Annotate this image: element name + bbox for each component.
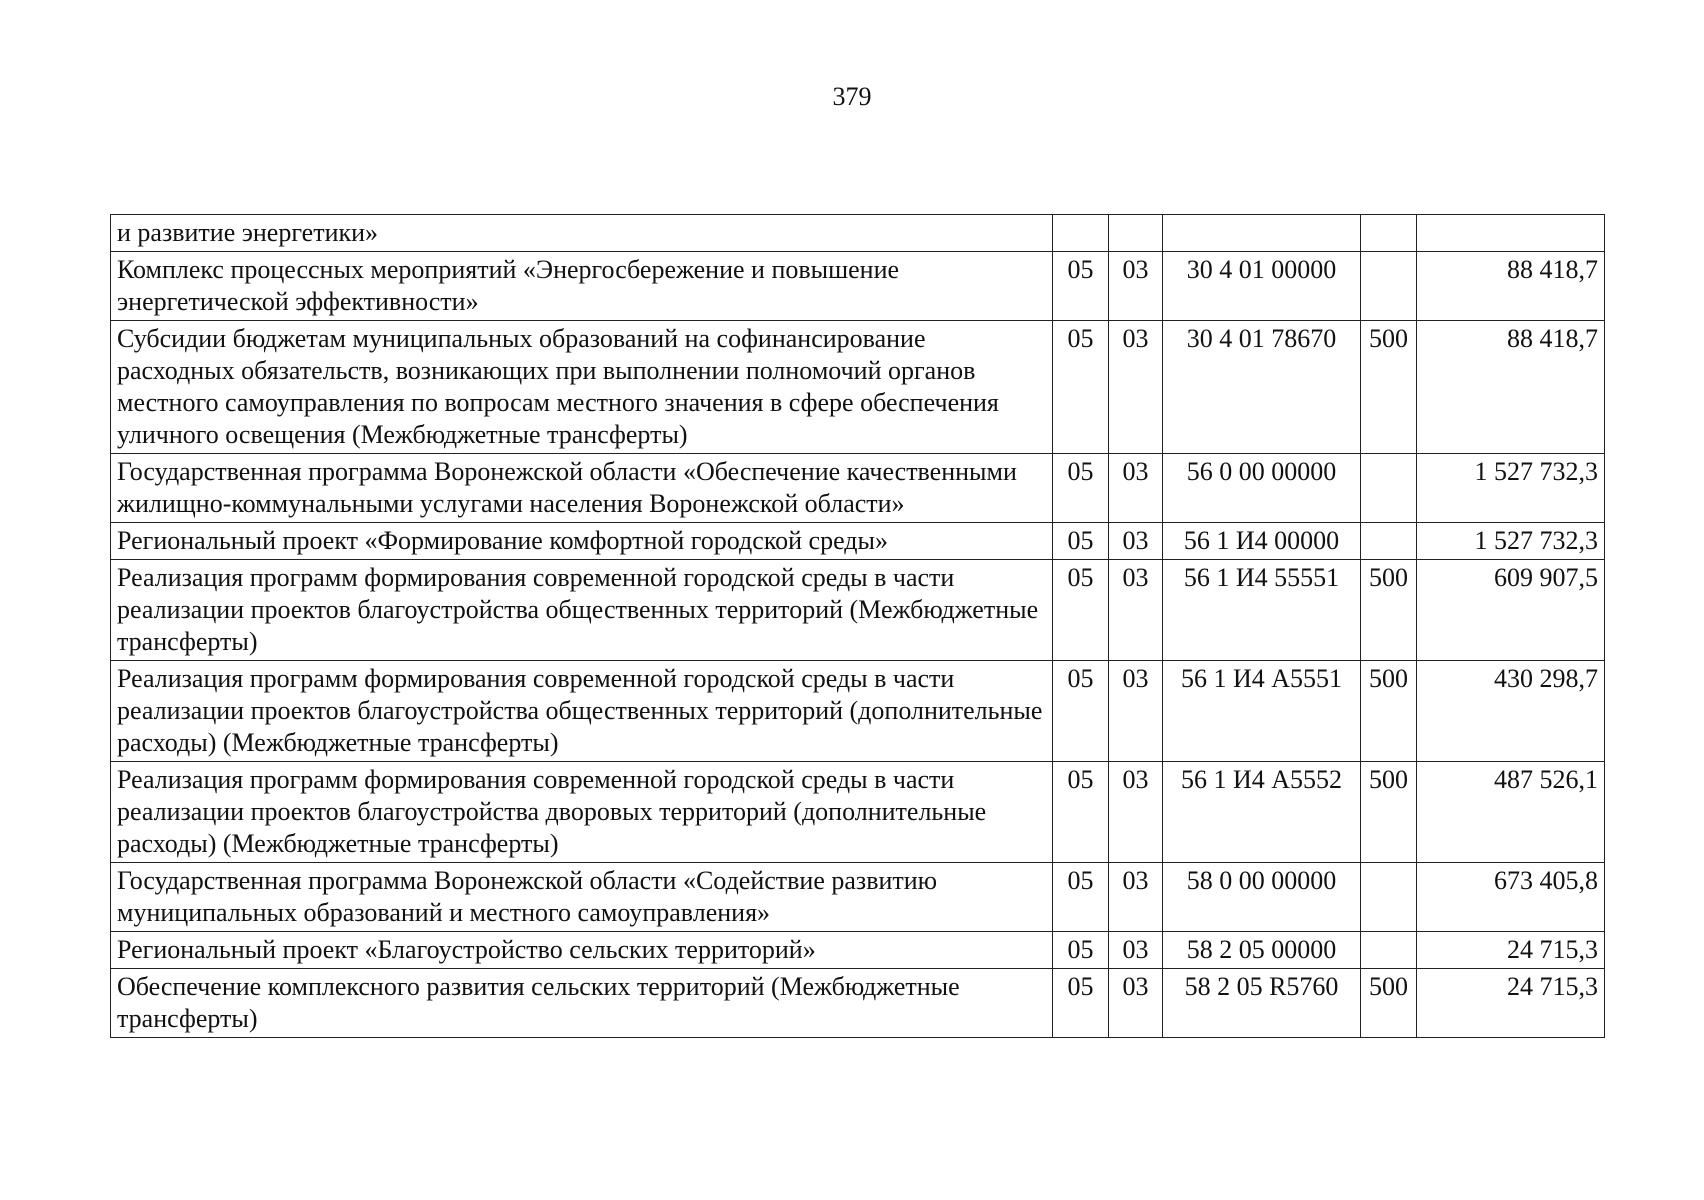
subsection-code: 03 <box>1109 321 1163 454</box>
subsection-code: 03 <box>1109 661 1163 762</box>
target-article-code: 56 1 И4 А5552 <box>1163 762 1361 863</box>
amount: 487 526,1 <box>1417 762 1605 863</box>
row-name: Реализация программ формирования современной городской среды в части реализации проектов благоустройства общественных территорий (Межбюджетные трансферты) <box>111 560 1053 661</box>
subsection-code: 03 <box>1109 523 1163 560</box>
target-article-code: 30 4 01 78670 <box>1163 321 1361 454</box>
table-row <box>111 560 1605 661</box>
subsection-code: 03 <box>1109 969 1163 1038</box>
expense-type-code <box>1361 454 1417 523</box>
table-row <box>111 969 1605 1038</box>
section-code: 05 <box>1053 321 1109 454</box>
amount: 24 715,3 <box>1417 969 1605 1038</box>
subsection-code: 03 <box>1109 863 1163 932</box>
amount: 673 405,8 <box>1417 863 1605 932</box>
budget-table <box>110 214 1605 1038</box>
section-code: 05 <box>1053 969 1109 1038</box>
expense-type-code <box>1361 252 1417 321</box>
table-row <box>111 932 1605 969</box>
section-code: 05 <box>1053 863 1109 932</box>
amount <box>1417 215 1605 252</box>
target-article-code: 56 0 00 00000 <box>1163 454 1361 523</box>
table-row <box>111 762 1605 863</box>
expense-type-code <box>1361 523 1417 560</box>
table-row <box>111 523 1605 560</box>
row-name: Региональный проект «Благоустройство сельских территорий» <box>111 932 1053 969</box>
row-name: Государственная программа Воронежской области «Обеспечение качественными жилищно-коммунальными услугами населения Воронежской области» <box>111 454 1053 523</box>
amount: 88 418,7 <box>1417 321 1605 454</box>
expense-type-code: 500 <box>1361 321 1417 454</box>
row-name: Государственная программа Воронежской области «Содействие развитию муниципальных образований и местного самоуправления» <box>111 863 1053 932</box>
section-code: 05 <box>1053 762 1109 863</box>
section-code: 05 <box>1053 252 1109 321</box>
subsection-code: 03 <box>1109 560 1163 661</box>
subsection-code <box>1109 215 1163 252</box>
amount: 24 715,3 <box>1417 932 1605 969</box>
table-row <box>111 215 1605 252</box>
expense-type-code: 500 <box>1361 762 1417 863</box>
section-code: 05 <box>1053 523 1109 560</box>
row-name: и развитие энергетики» <box>111 215 1053 252</box>
row-name: Реализация программ формирования современной городской среды в части реализации проектов благоустройства общественных территорий (дополнительные расходы) (Межбюджетные трансферты) <box>111 661 1053 762</box>
table-row <box>111 252 1605 321</box>
amount: 430 298,7 <box>1417 661 1605 762</box>
amount: 1 527 732,3 <box>1417 454 1605 523</box>
row-name: Комплекс процессных мероприятий «Энергосбережение и повышение энергетической эффективности» <box>111 252 1053 321</box>
table-row <box>111 454 1605 523</box>
table-row <box>111 661 1605 762</box>
section-code <box>1053 215 1109 252</box>
section-code: 05 <box>1053 661 1109 762</box>
expense-type-code <box>1361 932 1417 969</box>
amount: 88 418,7 <box>1417 252 1605 321</box>
section-code: 05 <box>1053 454 1109 523</box>
subsection-code: 03 <box>1109 252 1163 321</box>
target-article-code: 56 1 И4 00000 <box>1163 523 1361 560</box>
expense-type-code: 500 <box>1361 969 1417 1038</box>
row-name: Региональный проект «Формирование комфортной городской среды» <box>111 523 1053 560</box>
subsection-code: 03 <box>1109 762 1163 863</box>
target-article-code: 56 1 И4 55551 <box>1163 560 1361 661</box>
table-row <box>111 863 1605 932</box>
target-article-code: 58 2 05 00000 <box>1163 932 1361 969</box>
subsection-code: 03 <box>1109 454 1163 523</box>
expense-type-code <box>1361 215 1417 252</box>
page-number: 379 <box>832 82 872 111</box>
subsection-code: 03 <box>1109 932 1163 969</box>
target-article-code: 56 1 И4 А5551 <box>1163 661 1361 762</box>
section-code: 05 <box>1053 932 1109 969</box>
target-article-code: 30 4 01 00000 <box>1163 252 1361 321</box>
target-article-code: 58 0 00 00000 <box>1163 863 1361 932</box>
target-article-code <box>1163 215 1361 252</box>
expense-type-code <box>1361 863 1417 932</box>
section-code: 05 <box>1053 560 1109 661</box>
expense-type-code: 500 <box>1361 560 1417 661</box>
expense-type-code: 500 <box>1361 661 1417 762</box>
row-name: Реализация программ формирования современной городской среды в части реализации проектов благоустройства дворовых территорий (дополнительные расходы) (Межбюджетные трансферты) <box>111 762 1053 863</box>
row-name: Субсидии бюджетам муниципальных образований на софинансирование расходных обязательств, возникающих при выполнении полномочий органов местного самоуправления по вопросам местного значения в сфере обеспечения уличного освещения (Межбюджетные трансферты) <box>111 321 1053 454</box>
row-name: Обеспечение комплексного развития сельских территорий (Межбюджетные трансферты) <box>111 969 1053 1038</box>
target-article-code: 58 2 05 R5760 <box>1163 969 1361 1038</box>
amount: 609 907,5 <box>1417 560 1605 661</box>
table-row <box>111 321 1605 454</box>
amount: 1 527 732,3 <box>1417 523 1605 560</box>
